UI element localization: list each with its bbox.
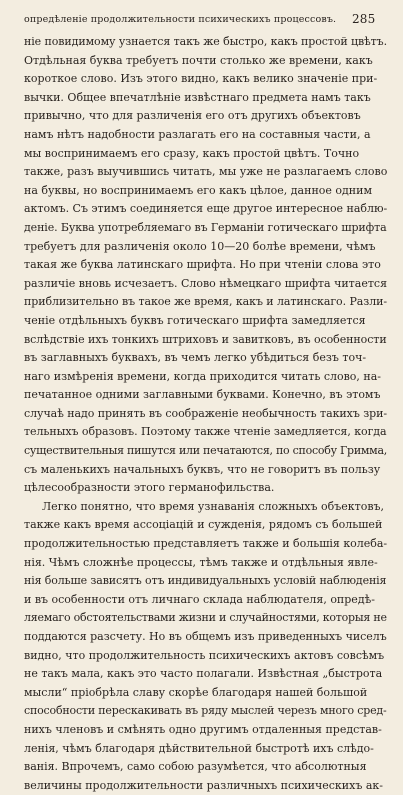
text-line: наго измѣренія времени, когда приходится читать слово, на- [24,369,382,383]
text-line: на буквы, но воспринимаемъ его какъ цѣлое, данное одним [24,183,373,197]
text-line: нія. Чѣмъ сложнѣе процессы, тѣмъ также и отдѣльныя явле- [24,555,378,569]
text-line: также, разъ выучившись читать, мы уже не разлагаемъ слово [24,165,388,179]
text-line: намъ нѣтъ надобности разлагать его на составныя части, а [24,127,371,141]
text-line: видно, что продолжительность психическихъ актовъ совсѣмъ [24,648,385,662]
text-line: актомъ. Съ этимъ соединяется еще другое интересное наблю- [24,202,388,216]
text-line: цѣлесообразности этого германофильства. [24,481,275,495]
text-line: требуетъ для различенія около 10—20 болѣе времени, чѣмъ [24,239,376,253]
text-line: ченіе отдѣльныхъ буквъ готическаго шрифта замедляется [24,313,366,327]
page-body [24,33,387,795]
text-line: случаѣ надо принять въ соображеніе необычность такихъ зри- [24,406,388,420]
page-number: 285 [352,12,376,26]
text-line: вычки. Общее впечатлѣніе извѣстнаго предмета намъ такъ [24,90,371,104]
text-line: величины продолжительности различныхъ психическихъ ак- [24,778,383,792]
text-line: поддаются разсчету. Но въ общемъ изъ приведенныхъ чиселъ [24,630,387,643]
text-line: мы воспринимаемъ его сразу, какъ простой цвѣтъ. Точно [24,146,360,160]
text-line: короткое слово. Изъ этого видно, какъ велико значеніе при- [24,72,378,86]
text-line: съ маленькихъ начальныхъ буквъ, что не говоритъ въ пользу [24,462,381,476]
text-line: продолжительностью представляетъ также и большія колеба- [24,537,388,551]
text-line: и въ особенности отъ личнаго склада наблюдателя, опредѣ- [24,592,375,606]
text-line: Отдѣльная буква требуетъ почти столько же времени, какъ [24,53,373,67]
text-line: нихъ членовъ и смѣнять одно другимъ отдаленныя представ- [24,722,382,736]
text-line: также какъ время ассоціацій и сужденія, рядомъ съ большей [24,518,383,532]
text-line: различіе вновь исчезаетъ. Слово нѣмецкаго шрифта читается [24,276,388,290]
text-line: печатанное одними заглавными буквами. Конечно, въ этомъ [24,388,381,402]
text-line: вслѣдствіе ихъ тонкихъ штриховъ и завитковъ, въ особенности [24,332,387,346]
text-line: приблизительно въ такое же время, какъ и латинскаго. Разли- [24,295,388,309]
text-line: мысли“ пріобрѣла славу скорѣе благодаря нашей большой [24,685,368,699]
text-line: тельныхъ образовъ. Поэтому также чтеніе замедляется, когда [24,425,387,439]
text-line: такая же буква латинскаго шрифта. Но при чтеніи слова это [24,258,381,272]
text-line: ленія, чѣмъ благодаря дѣйствительной быстротѣ ихъ слѣдо- [24,741,374,755]
running-title: опредѣленіе продолжительности психическихъ процессовъ. [24,14,337,25]
text-line: ніе повидимому узнается такъ же быстро, какъ простой цвѣтъ. [24,35,388,48]
text-line: нія больше зависятъ отъ индивидуальныхъ условій наблюденія [24,574,387,588]
text-line: въ заглавныхъ буквахъ, въ чемъ легко убѣдиться безъ точ- [24,351,367,365]
text-line: ляемаго обстоятельствами жизни и случайностями, которыя не [24,611,387,625]
text-line: привычно, что для различенія его отъ другихъ объектовъ [24,109,361,123]
text-line: деніе. Буква употребляемаго въ Германіи готическаго шрифта [24,220,387,234]
text-line: Легко понятно, что время узнаванія сложныхъ объектовъ, [42,499,385,513]
text-line: существительныя пишутся или печатаются, по способу Гримма, [24,444,387,458]
text-line: способности перескакивать въ ряду мыслей черезъ много сред- [24,704,387,718]
text-line: не такъ мала, какъ это часто полагали. Извѣстная „быстрота [24,667,383,681]
text-line: ванія. Впрочемъ, само собою разумѣется, что абсолютныя [24,760,367,774]
